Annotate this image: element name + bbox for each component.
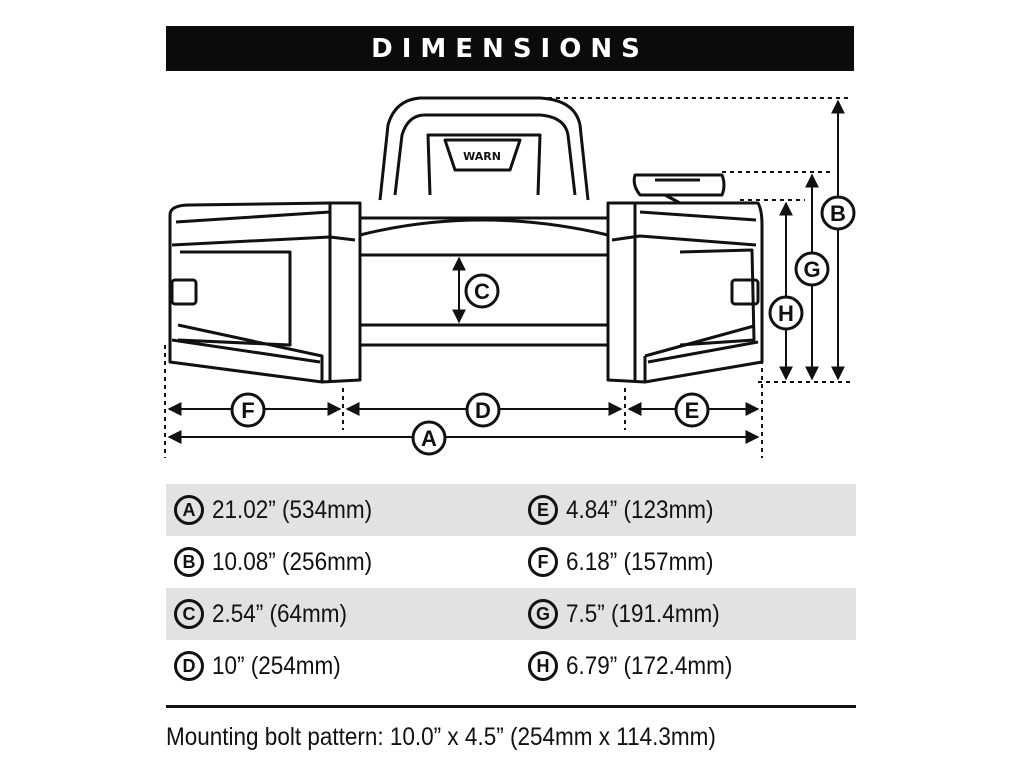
spec-value-c: 2.54” (64mm) [212, 599, 348, 628]
spec-row [166, 484, 856, 536]
svg-text:F: F [241, 398, 255, 423]
spec-row [166, 640, 856, 692]
spec-value-b: 10.08” (256mm) [212, 547, 373, 576]
badge-d: D [174, 651, 204, 681]
mounting-bolt-pattern: Mounting bolt pattern: 10.0” x 4.5” (254mm x 114.3mm) [166, 723, 716, 751]
svg-text:D: D [475, 398, 491, 423]
badge-e: E [528, 495, 558, 525]
badge-c: C [174, 599, 204, 629]
svg-text:E: E [684, 398, 700, 423]
warn-logo: WARN [463, 150, 501, 163]
spec-value-h: 6.79” (172.4mm) [566, 651, 733, 680]
spec-value-g: 7.5” (191.4mm) [566, 599, 720, 628]
label-e [676, 394, 708, 426]
spec-value-a: 21.02” (534mm) [212, 495, 373, 524]
label-b [822, 197, 854, 229]
divider [166, 705, 856, 708]
label-g [796, 253, 828, 285]
svg-text:H: H [778, 301, 794, 326]
badge-b: B [174, 547, 204, 577]
spec-cell-g [166, 588, 720, 640]
svg-text:G: G [803, 257, 821, 282]
badge-a: A [174, 495, 204, 525]
label-d [467, 394, 499, 426]
label-h [770, 297, 802, 329]
svg-text:A: A [421, 426, 437, 451]
badge-g: G [528, 599, 558, 629]
spec-row [166, 588, 856, 640]
label-a [413, 422, 445, 454]
spec-cell-e [166, 484, 714, 536]
label-c [466, 275, 498, 307]
spec-value-e: 4.84” (123mm) [566, 495, 714, 524]
label-f [232, 394, 264, 426]
badge-h: H [528, 651, 558, 681]
page-title: DIMENSIONS [371, 33, 649, 64]
winch-outline [170, 98, 762, 382]
badge-f: F [528, 547, 558, 577]
spec-value-f: 6.18” (157mm) [566, 547, 714, 576]
spec-value-d: 10” (254mm) [212, 651, 341, 680]
spec-table [166, 484, 856, 692]
spec-cell-h [166, 640, 733, 692]
spec-row [166, 536, 856, 588]
spec-cell-f [166, 536, 714, 588]
svg-text:C: C [474, 279, 490, 304]
svg-text:B: B [830, 201, 846, 226]
